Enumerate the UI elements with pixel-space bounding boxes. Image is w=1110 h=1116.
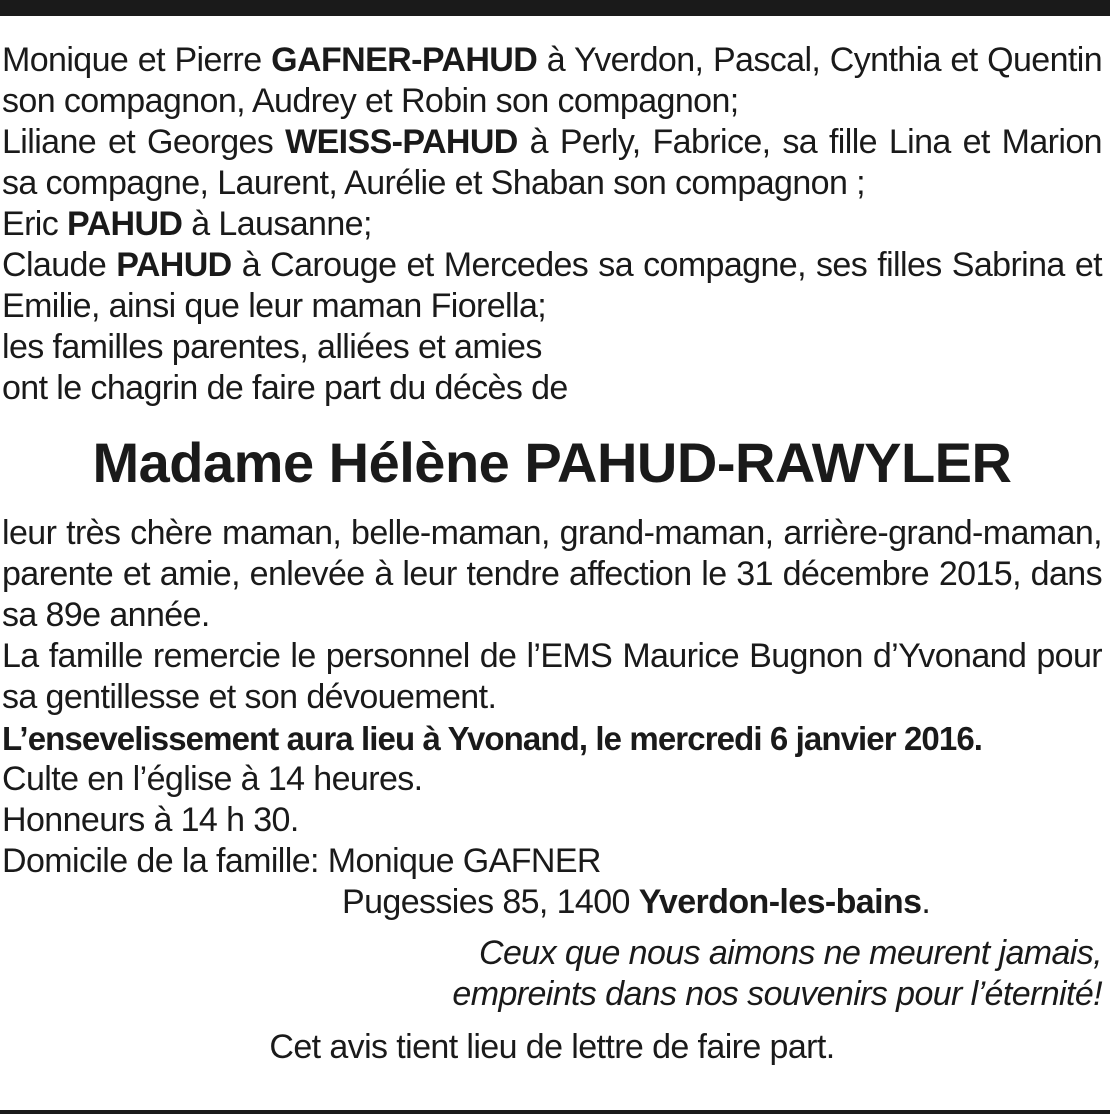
domicile-name: Monique GAFNER [327,842,601,880]
address-line [2,882,1102,923]
eric-rest: à Lausanne; [191,205,372,243]
deceased-name: Madame Hélène PAHUD-RAWYLER [92,431,1012,494]
announcement-line: ont le chagrin de faire part du décès de [2,369,568,407]
description-text: leur très chère maman, belle-maman, grand-maman, arrière-grand-maman, parente et amie, enlevée à leur tendre affection le 31 décembre 2015, dans sa 89e année. [2,514,1102,634]
obituary-notice [2,40,1102,1068]
top-rule [0,0,1110,16]
service-time: Culte en l’église à 14 heures. [2,760,423,798]
eric-name: PAHUD [67,205,183,243]
address-punct: . [921,883,931,921]
gafner-rest: à Yverdon, Pascal, Cynthia et Quentin son compagnon, Audrey et Robin son compagnon; [2,41,1103,120]
family-gafner [2,40,1102,122]
weiss-intro: Liliane et Georges [2,123,274,161]
thanks-text: La famille remercie le personnel de l’EMS Maurice Bugnon d’Yvonand pour sa gentillesse et son dévouement. [2,637,1102,716]
gafner-intro: Monique et Pierre [2,41,262,79]
domicile-line [2,841,1102,882]
burial-announcement: L’ensevelissement aura lieu à Yvonand, le mercredi 6 janvier 2016. [2,720,983,757]
gafner-name: GAFNER-PAHUD [271,41,538,79]
quote-line-1: Ceux que nous aimons ne meurent jamais, [479,934,1102,972]
honors-time: Honneurs à 14 h 30. [2,801,299,839]
weiss-name: WEISS-PAHUD [285,123,518,161]
address-city: Yverdon-les-bains [638,883,922,921]
address-street: Pugessies 85, 1400 [342,883,630,921]
weiss-rest: à Perly, Fabrice, sa fille Lina et Marion sa compagne, Laurent, Aurélie et Shaban son compagnon ; [2,123,1102,202]
eric-intro: Eric [2,205,59,243]
closing-note: Cet avis tient lieu de lettre de faire part. [269,1028,835,1066]
claude-intro: Claude [2,246,107,284]
relatives-line: les familles parentes, alliées et amies [2,328,542,366]
family-eric [2,204,1102,245]
domicile-label: Domicile de la famille: [2,842,319,880]
bottom-rule [0,1110,1110,1114]
family-weiss [2,122,1102,204]
family-claude [2,245,1102,327]
claude-rest: à Carouge et Mercedes sa compagne, ses filles Sabrina et Emilie, ainsi que leur maman Fiorella; [2,246,1102,325]
claude-name: PAHUD [116,246,232,284]
memorial-quote [2,933,1102,1015]
quote-line-2: empreints dans nos souvenirs pour l’éternité! [452,975,1102,1013]
